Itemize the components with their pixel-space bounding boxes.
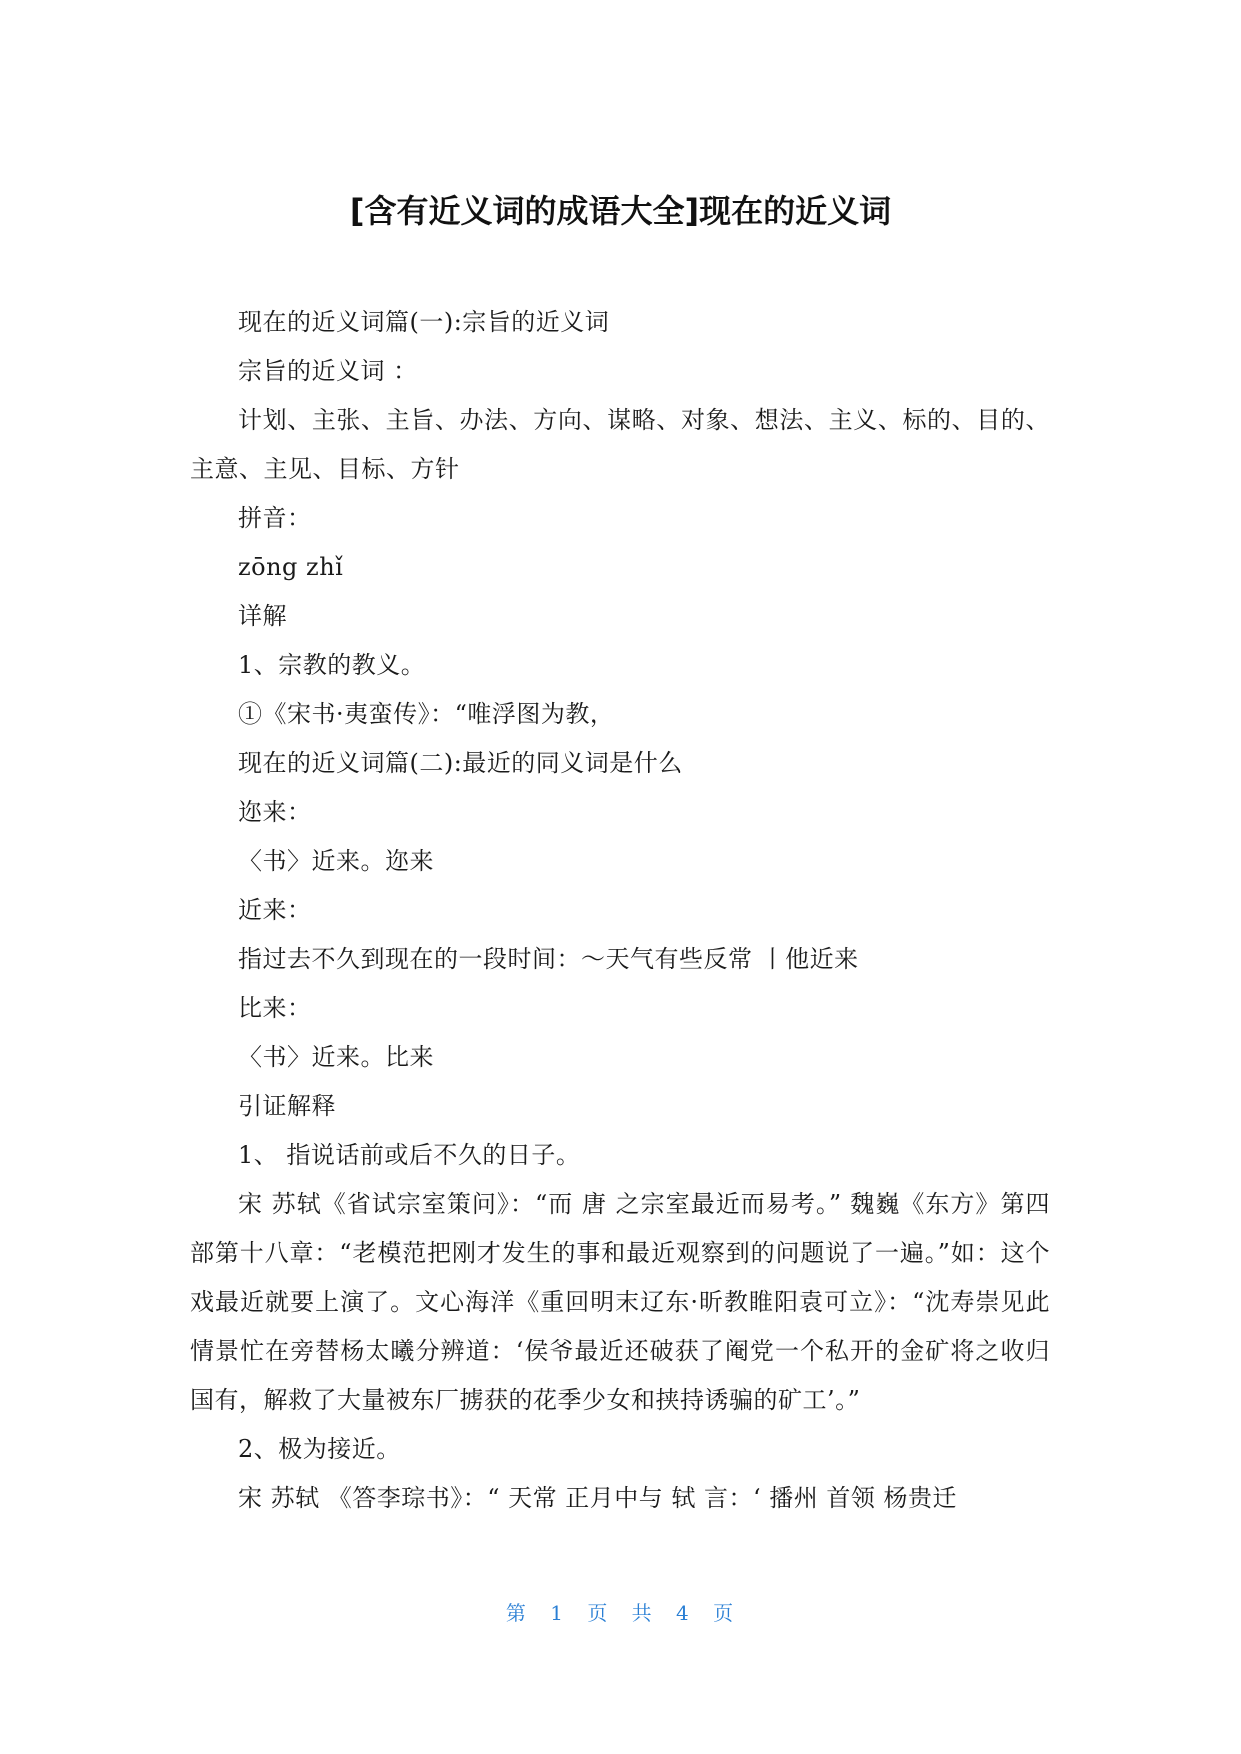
paragraph: 〈书〉近来。比来 xyxy=(238,1043,434,1071)
paragraph: 〈书〉近来。迩来 xyxy=(238,847,434,875)
page-number: 第 1 页 共 4 页 xyxy=(505,1601,736,1625)
paragraph: 引证解释 xyxy=(238,1092,336,1120)
paragraph: 1、 指说话前或后不久的日子。 xyxy=(238,1141,581,1169)
paragraph: zōng zhǐ xyxy=(238,553,344,581)
paragraph: 详解 xyxy=(238,602,287,630)
paragraph: 宋 苏轼《省试宗室策问》：“而 唐 之宗室最近而易考。” 魏巍《东方》第四部第十八章：“老模范把刚才发生的事和最近观察到的问题说了一遍。”如：这个戏最近就要上演了。文心海洋《重回明末辽东·昕教睢阳袁可立》：“沈寿崇见此情景忙在旁替杨太曦分辨道：‘侯爷最近还破获了阉党一个私开的金矿将之收归国有，解救了大量被东厂掳获的花季少女和挟持诱骗的矿工’。” xyxy=(190,1190,1050,1414)
paragraph: 现在的近义词篇(二):最近的同义词是什么 xyxy=(238,749,683,777)
paragraph: 比来： xyxy=(238,994,312,1022)
paragraph: 现在的近义词篇(一):宗旨的近义词 xyxy=(238,308,610,336)
paragraph: 宋 苏轼 《答李琮书》：“ 天常 正月中与 轼 言：‘ 播州 首领 杨贵迁 xyxy=(238,1484,958,1512)
paragraph: 迩来： xyxy=(238,798,312,826)
paragraph: 拼音： xyxy=(238,504,312,532)
paragraph: 计划、主张、主旨、办法、方向、谋略、对象、想法、主义、标的、目的、主意、主见、目标、方针 xyxy=(190,406,1050,483)
paragraph: 1、宗教的教义。 xyxy=(238,651,426,679)
paragraph: 宗旨的近义词 ： xyxy=(238,357,418,385)
page-title: [含有近义词的成语大全]现在的近义词 xyxy=(349,192,892,230)
paragraph: ①《宋书·夷蛮传》：“唯浮图为教， xyxy=(238,700,615,728)
document-body xyxy=(190,298,1050,1523)
paragraph: 近来： xyxy=(238,896,312,924)
paragraph: 指过去不久到现在的一段时间：～天气有些反常 丨他近来 xyxy=(238,945,859,973)
paragraph: 2、极为接近。 xyxy=(238,1435,401,1463)
